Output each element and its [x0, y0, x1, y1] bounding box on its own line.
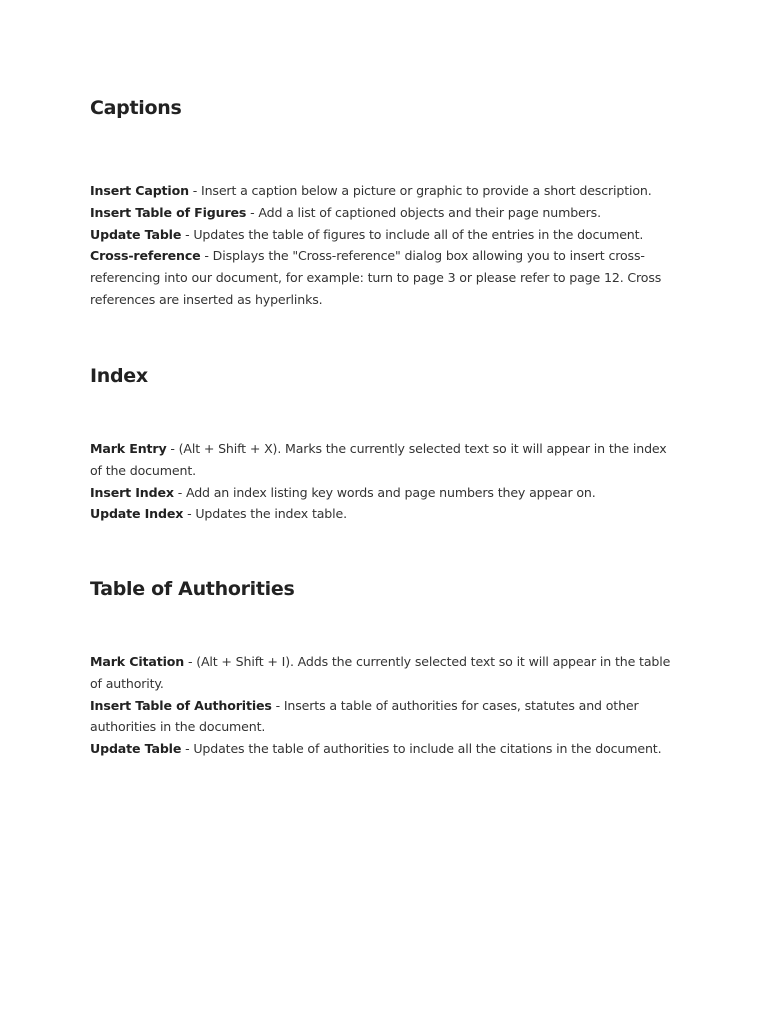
entry-insert-table-of-figures: [90, 202, 680, 224]
entry-description: - Updates the table of authorities to include all the citations in the document.: [181, 741, 662, 757]
entry-insert-index: [90, 482, 680, 504]
entry-description: - (Alt + Shift + I). Adds the currently selected text so it will appear in the table of authority.: [90, 654, 671, 691]
entry-description: - Updates the index table.: [183, 506, 347, 522]
entry-insert-caption: [90, 180, 680, 202]
entry-term: Insert Table of Authorities: [90, 697, 272, 713]
section-heading: Table of Authorities: [90, 578, 295, 600]
entry-description: - Add a list of captioned objects and their page numbers.: [246, 204, 601, 220]
entry-insert-table-of-authorities: [90, 695, 680, 739]
section-table-of-authorities: [90, 576, 680, 757]
entry-list: [90, 438, 680, 525]
entry-term: Update Table: [90, 741, 182, 757]
entry-term: Mark Entry: [90, 441, 167, 456]
entry-description: - Add an index listing key words and page numbers they appear on.: [173, 484, 596, 500]
entry-mark-entry: [90, 438, 680, 482]
entry-description: - Updates the table of figures to include all of the entries in the document.: [181, 226, 644, 242]
entry-cross-reference: [90, 245, 680, 310]
entry-term: Insert Table of Figures: [90, 204, 247, 220]
entry-term: Update Index: [90, 506, 184, 522]
entry-update-table: [90, 224, 680, 246]
section-index: [90, 363, 680, 522]
entry-term: Update Table: [90, 226, 182, 242]
section-heading: Captions: [90, 97, 182, 119]
entry-term: Mark Citation: [90, 654, 185, 669]
entry-mark-citation: [90, 651, 680, 695]
section-captions: [90, 95, 680, 307]
entry-term: Insert Caption: [90, 183, 189, 198]
entry-update-table: [90, 738, 680, 760]
entry-list: [90, 651, 680, 760]
entry-description: - Inserts a table of authorities for cases, statutes and other authorities in the document.: [90, 697, 639, 735]
entry-list: [90, 180, 680, 311]
entry-description: - Insert a caption below a picture or graphic to provide a short description.: [188, 183, 652, 198]
entry-description: - (Alt + Shift + X). Marks the currently selected text so it will appear in the index of the document.: [90, 441, 667, 478]
entry-description: - Displays the "Cross-reference" dialog box allowing you to insert cross-referencing into our document, for example: turn to page 3 or please refer to page 12. Cross references are inserted as hyperlinks.: [90, 248, 662, 307]
entry-update-index: [90, 503, 680, 525]
entry-term: Cross-reference: [90, 248, 201, 264]
entry-term: Insert Index: [90, 484, 174, 500]
section-heading: Index: [90, 365, 148, 387]
